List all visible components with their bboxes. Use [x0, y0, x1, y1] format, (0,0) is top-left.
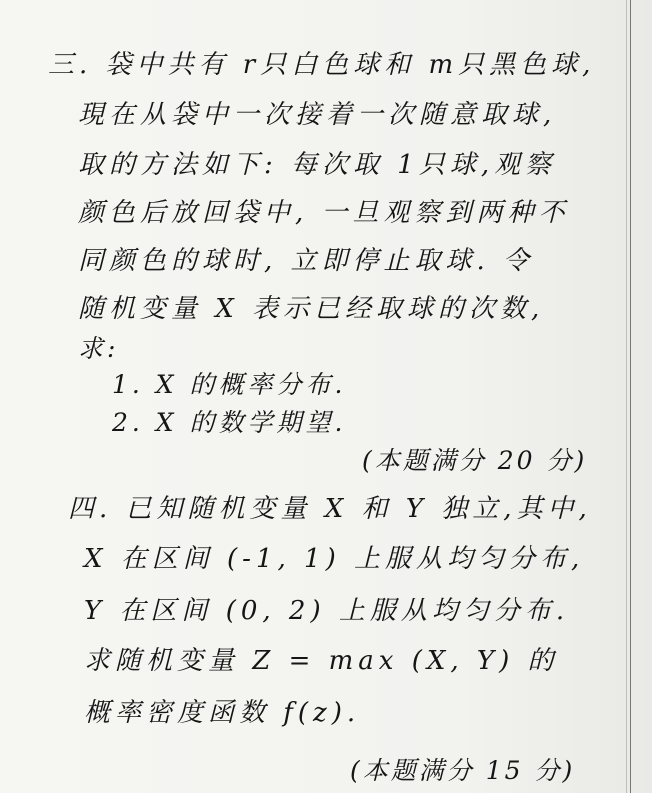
problem4-line-5: 概率密度函数 f(z).	[84, 698, 361, 728]
problem3-line-6: 随机变量 X 表示已经取球的次数,	[78, 294, 545, 324]
problem3-line-4: 颜色后放回袋中, 一旦观察到两种不	[78, 198, 570, 228]
page-edge-line	[630, 0, 631, 793]
problem4-score: (本题满分 15 分)	[350, 756, 576, 785]
problem4-line-1: 四. 已知随机变量 X 和 Y 独立,其中,	[68, 494, 592, 524]
problem3-line-5: 同颜色的球时, 立即停止取球. 令	[78, 246, 535, 276]
problem3-line-1: 三. 袋中共有 r只白色球和 m只黑色球,	[48, 50, 596, 80]
problem4-line-3: Y 在区间 (0, 2) 上服从均匀分布.	[84, 596, 570, 626]
problem4-line-2: X 在区间 (-1, 1) 上服从均匀分布,	[84, 544, 585, 574]
problem3-line-2: 現在从袋中一次接着一次随意取球,	[78, 100, 557, 130]
problem3-item-1: 1. X 的概率分布.	[112, 370, 347, 399]
problem3-item-2: 2. X 的数学期望.	[112, 408, 347, 437]
problem3-score: (本题满分 20 分)	[362, 446, 588, 475]
problem4-line-4: 求随机变量 Z = max (X, Y) 的	[84, 646, 559, 676]
problem3-line-3: 取的方法如下: 每次取 1只球,观察	[78, 150, 557, 180]
page-edge-line	[626, 0, 627, 793]
problem3-line-7: 求:	[78, 334, 120, 363]
